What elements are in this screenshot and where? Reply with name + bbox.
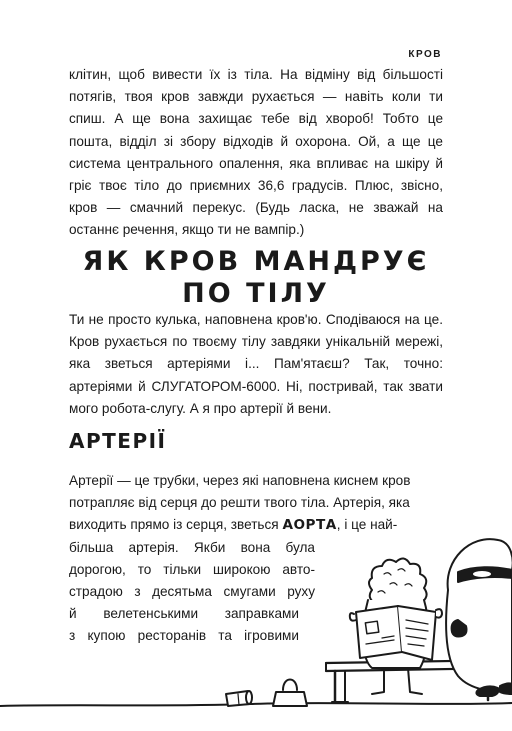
section-heading-line2: ПО ТІЛУ xyxy=(182,278,330,309)
subsection-heading: АРТЕРІЇ xyxy=(69,429,167,453)
paragraph-line: Артерії — це трубки, через які наповнена киснем кров xyxy=(69,473,411,488)
paragraph-line: більша артерія. Якби вона була xyxy=(69,539,315,555)
can-icon xyxy=(226,691,252,706)
paragraph-line: страдою з десятьма смугами руху xyxy=(69,584,315,600)
cartoon-illustration xyxy=(0,530,512,731)
paragraph-line: потрапляє від серця до решти твого тіла. Артерія, яка xyxy=(69,495,410,511)
paragraph-intro: клітин, щоб вивести їх із тіла. На відміну від більшості потягів, твоя кров завжди рухається — навіть коли ти спиш. А ще вона захищає тебе від хвороб! Тобто це пошта, відділ зі збору відходів й охорона. Ой, а ще це система центрального опалення, яка впливає на шкіру й гріє твоє тіло до приємних 36,6 градусів. Плюс, звісно, кров — смачний перекус. (Будь ласка, не зважай на останнє речення, якщо ти не вампір.) xyxy=(69,67,443,238)
paragraph-travel: Ти не просто кулька, наповнена кров'ю. Сподіваюся на це. Кров рухається по твоєму тілу завдяки унікальній мережі, яка зветься артеріями і... Пам'ятаєш? Так, точно: артеріями й СЛУГАТОРОМ-6000. Ні, постривай, так звати мого робота-слугу. А я про артерії й вени. xyxy=(69,312,443,416)
paragraph-line: дорогою, то тільки широкою авто- xyxy=(69,561,315,577)
masked-character-icon xyxy=(446,539,512,696)
section-heading-line1: ЯК КРОВ МАНДРУЄ xyxy=(82,246,430,277)
text-span: , і це най- xyxy=(336,517,398,533)
text-span: виходить прямо із серця, зветься xyxy=(69,517,283,533)
reading-character-icon xyxy=(350,558,442,694)
handbag-icon xyxy=(273,680,307,707)
running-head: КРОВ xyxy=(408,49,442,60)
section-heading xyxy=(0,246,512,310)
paragraph-line: й велетенськими заправками xyxy=(69,606,299,622)
term-aorta: АОРТА xyxy=(282,517,337,534)
ground-line xyxy=(0,703,512,706)
paragraph-line: з купою ресторанів та ігровими xyxy=(69,628,299,644)
